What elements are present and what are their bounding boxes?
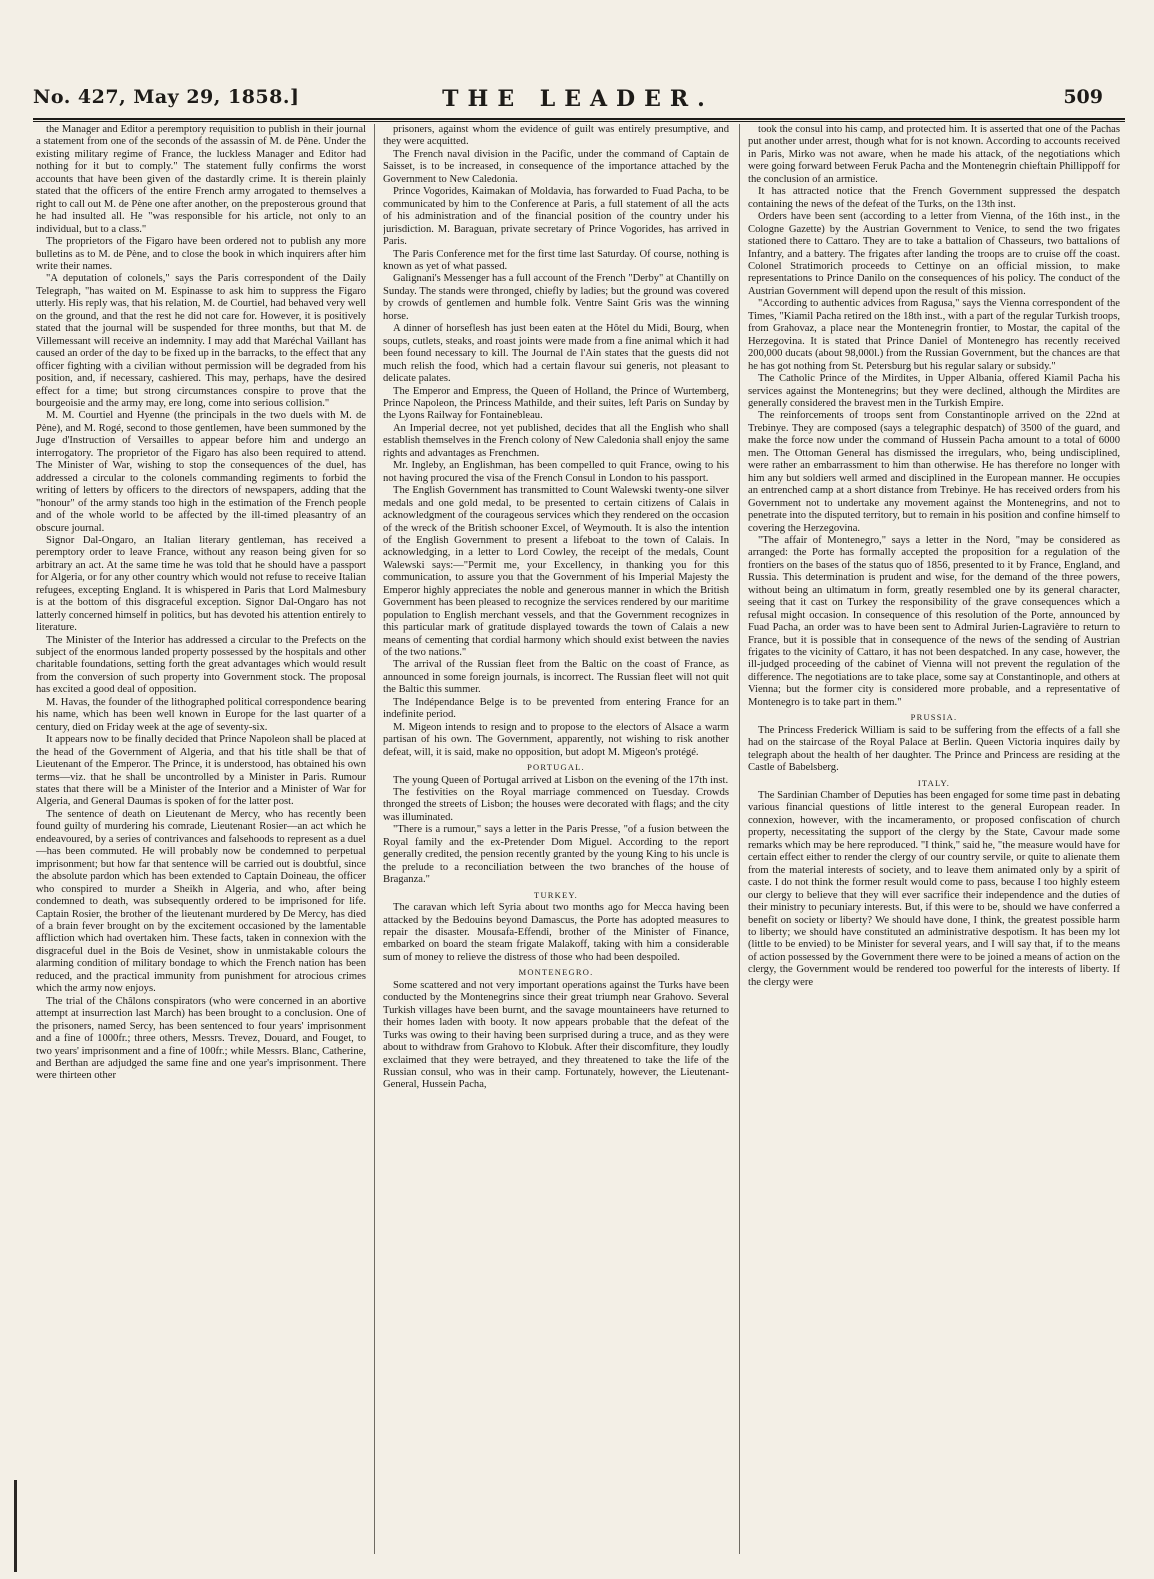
section-heading: PORTUGAL. <box>527 762 585 773</box>
article-paragraph: The Catholic Prince of the Mirdites, in Upper Albania, offered Kiamil Pacha his services against the Montenegrins; but they were declined, although the Mirdites are generally considered the bravest men in the Turkish Empire. <box>748 373 1120 409</box>
section-heading: MONTENEGRO. <box>518 967 594 978</box>
article-paragraph: The French naval division in the Pacific, under the command of Captain de Saisset, is to be increased, in consequence of the importance attached by the Government to New Caledonia. <box>383 148 729 185</box>
article-paragraph: M. Havas, the founder of the lithographed political correspondence bearing his name, which has been well known in Europe for the last quarter of a century, died on Friday week at the age of seventy-six. <box>36 696 366 733</box>
article-paragraph: prisoners, against whom the evidence of guilt was entirely presumptive, and they were acquitted. <box>383 124 729 148</box>
article-paragraph: the Manager and Editor a peremptory requisition to publish in their journal a statement from one of the seconds of the assassin of M. de Pène. Under the existing military regime of France, the luckless Manager and Editor had nothing for it but to comply." The statement fully confirms the worst accounts that have been given of the dastardly crime. It is therein plainly stated that the officers of the entire French army arrogated to themselves a right to call out M. de Pène one after another, on the preposterous ground that he had insulted all. He "was responsible for his article, not only to an individual, but to a class." <box>36 124 366 235</box>
section-heading: ITALY. <box>917 777 951 788</box>
article-paragraph: The Sardinian Chamber of Deputies has been engaged for some time past in debating various financial questions of little interest to the general European reader. In connexion, however, with the incameramento, or proposed confiscation of church property, necessitating the support of the clergy by the State, Cavour made some remarks which may be here reproduced. "I think," said he, "the measure would have for certain effect either to render the clergy of our country servile, or quite to alienate them from the material interests of society, and to leave them animated only by a spirit of caste. I do not think the former result would come to pass, because I too highly esteem our clergy to believe that they will ever sacrifice their independence and the duties of their ministry to pecuniary interests. But, if this were to be, should we have conferred a benefit on society or liberty? We should have done, I think, the greatest possible harm to liberty; we should have constituted an administrative despotism. It has been my lot (little to be envied) to be Minister for several years, and I will say that, if to the means of action possessed by the Government there were to be joined a means of action on the clergy, the Government would be rendered too powerful for the interests of liberty. If the clergy were <box>748 790 1120 988</box>
article-paragraph: A dinner of horseflesh has just been eaten at the Hôtel du Midi, Bourg, when soups, cutlets, steaks, and roast joints were made from a fine animal which it had been found necessary to kill. The Journal de l'Ain states that the guests did not much relish the food, which had a certain flavour sui generis, not pleasant to delicate palates. <box>383 323 729 385</box>
article-paragraph: The Emperor and Empress, the Queen of Holland, the Prince of Wurtemberg, Prince Napoleon, the Princess Mathilde, and their suites, left Paris on Sunday by the Lyons Railway for Fontainebleau. <box>383 385 729 422</box>
article-paragraph: The English Government has transmitted to Count Walewski twenty-one silver medals and one gold medal, to be presented to certain citizens of Calais in acknowledgment of the courageous services which they rendered on the occasion of the wreck of the British schooner Excel, of Weymouth. It is also the intention of the English Government to present a lifeboat to the town of Calais. In acknowledging, in a letter to Lord Cowley, the receipt of the medals, Count Walewski says:—"Permit me, your Excellency, in thanking you for this communication, to assure you that the Government of his Imperial Majesty the Emperor highly appreciates the noble and generous manner in which the British Government has been pleased to recognize the services rendered by our maritime population to English merchant vessels, and that the Government recognizes in this particular mark of gratitude displayed towards the town of Calais a new means of cementing that cordial harmony which should exist between the navies of the two nations." <box>383 485 729 659</box>
article-paragraph: "There is a rumour," says a letter in the Paris Presse, "of a fusion between the Royal family and the ex-Pretender Dom Miguel. According to the report generally credited, the pension recently granted by the young King to his uncle is the prelude to a reconciliation between the two branches of the house of Braganza." <box>383 824 729 886</box>
article-paragraph: "According to authentic advices from Ragusa," says the Vienna correspondent of the Times, "Kiamil Pacha retired on the 18th inst., with a part of the regular Turkish troops, from Grahovaz, a place near the Montenegrin frontier, to Mostar, the capital of the Herzegovina. It is stated that Prince Daniel of Montenegro has recently received 200,000 ducats (about 98,000l.) from the Russian Government, but the chances are that he has got nothing from St. Petersburg but his regular salary or subsidy." <box>748 298 1120 372</box>
paper-title: THE LEADER. <box>442 86 714 112</box>
article-paragraph: The Indépendance Belge is to be prevented from entering France for an indefinite period. <box>383 696 729 721</box>
article-paragraph: The proprietors of the Figaro have been ordered not to publish any more bulletins as to M. de Pène, and to close the book in which inquirers after him write their names. <box>36 236 366 272</box>
article-paragraph: took the consul into his camp, and protected him. It is asserted that one of the Pachas put another under arrest, though what for is not known. According to accounts received in Paris, Mirko was not aware, when he made his attack, of the negotiations which were going forward between Feruk Pacha and the Montenegrin chieftain Phillippoff for the conclusion of an armistice. <box>748 124 1120 185</box>
column-divider <box>374 124 375 1554</box>
column-1 <box>36 124 366 1552</box>
column-3 <box>748 124 1120 1552</box>
issue-line: No. 427, May 29, 1858.] <box>33 86 300 108</box>
margin-ink-mark <box>14 1480 17 1572</box>
header-rule-thin <box>33 121 1125 122</box>
article-paragraph: "The affair of Montenegro," says a letter in the Nord, "may be considered as arranged: the Porte has formally accepted the proposition for a regulation of the frontiers on the bases of the status quo of 1856, presented to it by France, England, and Russia. This determination is prudent and wise, for the demand of the three powers, without being an ultimatum in form, greatly resembled one by its general character, seeing that it cast on Turkey the responsibility of the grave consequences which a refusal might occasion. In consequence of this resolution of the Porte, announced by Fuad Pacha, an order was to have been sent to Admiral Jurien-Lagravière to return to France, but it is possible that in consequence of the news of the sending of Austrian frigates to the vicinity of Cattaro, it has not been despatched. In any case, however, the ill-judged proceeding of the cabinet of Vienna will not prevent the regulation of the difference. The negotiations are to take place, some say at Constantinople, and others at Vienna; but the former city is considered more probable, and a representative of Montenegro is to take part in them." <box>748 534 1120 708</box>
article-paragraph: Galignani's Messenger has a full account of the French "Derby" at Chantilly on Sunday. The stands were thronged, chiefly by ladies; but the ground was covered by crowds of gentlemen and humble folk. Ventre Saint Gris was the winning horse. <box>383 273 729 322</box>
article-paragraph: Signor Dal-Ongaro, an Italian literary gentleman, has received a peremptory order to leave France, without any reason being given for so arbitrary an act. At the same time he was told that he should have a passport for Algeria, or for any other country which would not refuse to receive Italian refugees, excepting England. It is whispered in Paris that Lord Malmesbury is at the bottom of this disgraceful exception. Signor Dal-Ongaro has not latterly concerned himself in politics, but has devoted his attention entirely to literature. <box>36 534 366 634</box>
article-paragraph: The sentence of death on Lieutenant de Mercy, who has recently been found guilty of murdering his comrade, Lieutenant Rosier—an act which he endeavoured, by a series of contrivances and falsehoods to represent as a duel—has been commuted. He will probably now be condemned to perpetual imprisonment; but how far that sentence will be carried out is doubtful, since the absolute pardon which has been extended to Captain Doineau, the officer who conspired to murder a Sheikh in Algeria, and who, after being condemned to death, was subsequently ordered to be imprisoned for life. Captain Rosier, the brother of the lieutenant murdered by De Mercy, has died of a brain fever brought on by the excitement occasioned by the lamentable affliction which had overtaken him. These facts, taken in connexion with the disgraceful duel in the Bois de Vesinet, show in unmistakable colours the alarming condition of military bondage to which the French nation has been reduced, and the practical immunity from punishment for atrocious crimes which the army now enjoys. <box>36 808 366 995</box>
page-number: 509 <box>1063 86 1103 108</box>
column-divider <box>739 124 740 1554</box>
masthead <box>33 86 1123 116</box>
article-paragraph: The Minister of the Interior has addressed a circular to the Prefects on the subject of the enormous landed property possessed by the hospitals and other charitable foundations, setting forth the great advantages which would result from the conversion of such property into Government stock. The proposal has excited a good deal of opposition. <box>36 634 366 696</box>
article-paragraph: It has attracted notice that the French Government suppressed the despatch containing the news of the defeat of the Turks, on the 13th inst. <box>748 186 1120 210</box>
column-2 <box>383 124 729 1552</box>
article-paragraph: The caravan which left Syria about two months ago for Mecca having been attacked by the Bedouins beyond Damascus, the Porte has adopted measures to repair the disaster. Mousafa-Effendi, brother of the Minister of Finance, embarked on board the steam frigate Malakoff, taking with him a considerable sum of money to relieve the distress of those who had been despoiled. <box>383 902 729 963</box>
section-heading: TURKEY. <box>534 889 578 900</box>
article-paragraph: Prince Vogorides, Kaimakan of Moldavia, has forwarded to Fuad Pacha, to be communicated by him to the Conference at Paris, a full statement of all the acts of his administration and of the financial position of the country under his jurisdiction. M. Baraguan, private secretary of Prince Vogorides, has arrived in Paris. <box>383 186 729 248</box>
article-paragraph: An Imperial decree, not yet published, decides that all the English who shall establish themselves in the French colony of New Caledonia shall enjoy the same rights and advantages as Frenchmen. <box>383 422 729 459</box>
article-paragraph: The festivities on the Royal marriage commenced on Tuesday. Crowds thronged the streets of Lisbon; the houses were decorated with flags; and the city was illuminated. <box>383 787 729 823</box>
section-heading: PRUSSIA. <box>910 712 958 723</box>
article-paragraph: The arrival of the Russian fleet from the Baltic on the coast of France, as announced in some foreign journals, is incorrect. The Russian fleet will not quit the Baltic this summer. <box>383 659 729 696</box>
article-paragraph: It appears now to be finally decided that Prince Napoleon shall be placed at the head of the Government of Algeria, and that his title shall be that of Lieutenant of the Emperor. The Prince, it is understood, has obtained his own terms—viz. that he shall be uncontrolled by a Minister in Paris. Rumour states that there will be a Minister of the Interior and a Minister of War for Algeria, and General Daumas is spoken of for the latter post. <box>36 734 366 808</box>
article-paragraph: The Princess Frederick William is said to be suffering from the effects of a fall she had on the staircase of the Royal Palace at Berlin. Queen Victoria inquires daily by telegraph about the health of her daughter. The Prince and Princess are residing at the Castle of Babelsberg. <box>748 724 1120 774</box>
article-paragraph: Mr. Ingleby, an Englishman, has been compelled to quit France, owing to his not having procured the visa of the French Consul in London to his passport. <box>383 460 729 484</box>
article-paragraph: Some scattered and not very important operations against the Turks have been conducted by the Montenegrins since their great triumph near Grahovo. Several Turkish villages have been burnt, and the savage mountaineers have returned to their homes laden with booty. It now appears probable that the defeat of the Turks was owing to their having been surprised during a truce, and as they were about to withdraw from Grahovo to Klobuk. After their discomfiture, they loudly exclaimed that they were betrayed, and they threatened to take the life of the Russian consul, who was in their camp. Fortunately, however, the Lieutenant-General, Hussein Pacha, <box>383 979 729 1091</box>
article-paragraph: Orders have been sent (according to a letter from Vienna, of the 16th inst., in the Cologne Gazette) by the Austrian Government to Venice, to send the two frigates stationed there to Cattaro. They are to take a battalion of Chasseurs, two battalions of Infantry, and a battery. The frigates after landing the troops are to cruise off the coast. Colonel Stratimorich proceeds to Cettinye on an official mission, to make representations to Prince Danilo on the consequences of his policy. The conduct of the Austrian Government will depend upon the result of this mission. <box>748 211 1120 297</box>
header-rule-thick <box>33 118 1125 120</box>
article-paragraph: The trial of the Châlons conspirators (who were concerned in an abortive attempt at insurrection last March) has been brought to a conclusion. One of the prisoners, named Sercy, has been sentenced to four years' imprisonment and a fine of 1000fr.; three others, Messrs. Trevez, Douard, and Fouget, to two years' imprisonment and a fine of 100fr.; while Messrs. Blanc, Catherine, and Berthan are adjudged the same fine and one year's imprisonment. There were thirteen other <box>36 995 366 1082</box>
article-paragraph: "A deputation of colonels," says the Paris correspondent of the Daily Telegraph, "has waited on M. Espinasse to ask him to suppress the Figaro utterly. His reply was, that his relation, M. de Courtiel, had behaved very well on the ground, and that the rest he did not care for. However, it is positively stated that the journal will be suspended for three months, but that M. de Villemessant will receive an indemnity. I may add that Maréchal Vaillant has caused an order of the day to be fixed up in the barracks, to the effect that any officer fighting with a civilian without permission will be degraded from his position, and, if necessary, cashiered. This may, perhaps, have the desired effect for a time; but strong circumstances conspire to prove that the bourgeoisie and the army may, ere long, come into serious collision." <box>36 273 366 409</box>
article-paragraph: The young Queen of Portugal arrived at Lisbon on the evening of the 17th inst. <box>393 774 729 786</box>
article-paragraph: M. M. Courtiel and Hyenne (the principals in the two duels with M. de Pène), and M. Rogé, second to those gentlemen, have been summoned by the Juge d'Instruction of Versailles to appear before him and undergo an interrogatory. The proprietor of the Figaro has also been required to attend. The Minister of War, wishing to stop the consequences of the duel, has addressed a circular to the colonels commanding regiments to forbid the writing of letters by officers to the directors of newspapers, adding that the "honour" of the army stands too high in the estimation of the French people and of the whole world to be affected by the ill-timed pleasantry of an obscure journal. <box>36 410 366 534</box>
article-paragraph: The Paris Conference met for the first time last Saturday. Of course, nothing is known as yet of what passed. <box>383 248 729 272</box>
article-paragraph: The reinforcements of troops sent from Constantinople arrived on the 22nd at Trebinye. They are composed (says a telegraphic despatch) of 3500 of the guard, and make the force now under the command of Hussein Pacha amount to a total of 6000 men. The Ottoman General has dismissed the irregulars, who, being undisciplined, were rather an embarrassment to him than otherwise. He has therefore no longer with him any but soldiers well armed and disciplined in the European manner. He occupies an entrenched camp at a short distance from Trebinye. He has received orders from his Government not to undertake any movement against the Montenegrins, and not to penetrate into the disputed territory, but to remain in his position and confine himself to covering the Herzegovina. <box>748 410 1120 534</box>
article-paragraph: M. Migeon intends to resign and to propose to the electors of Alsace a warm partisan of his own. The Government, apparently, not wishing to risk another defeat, will, it is said, make no opposition, but adopt M. Migeon's protégé. <box>383 721 729 758</box>
